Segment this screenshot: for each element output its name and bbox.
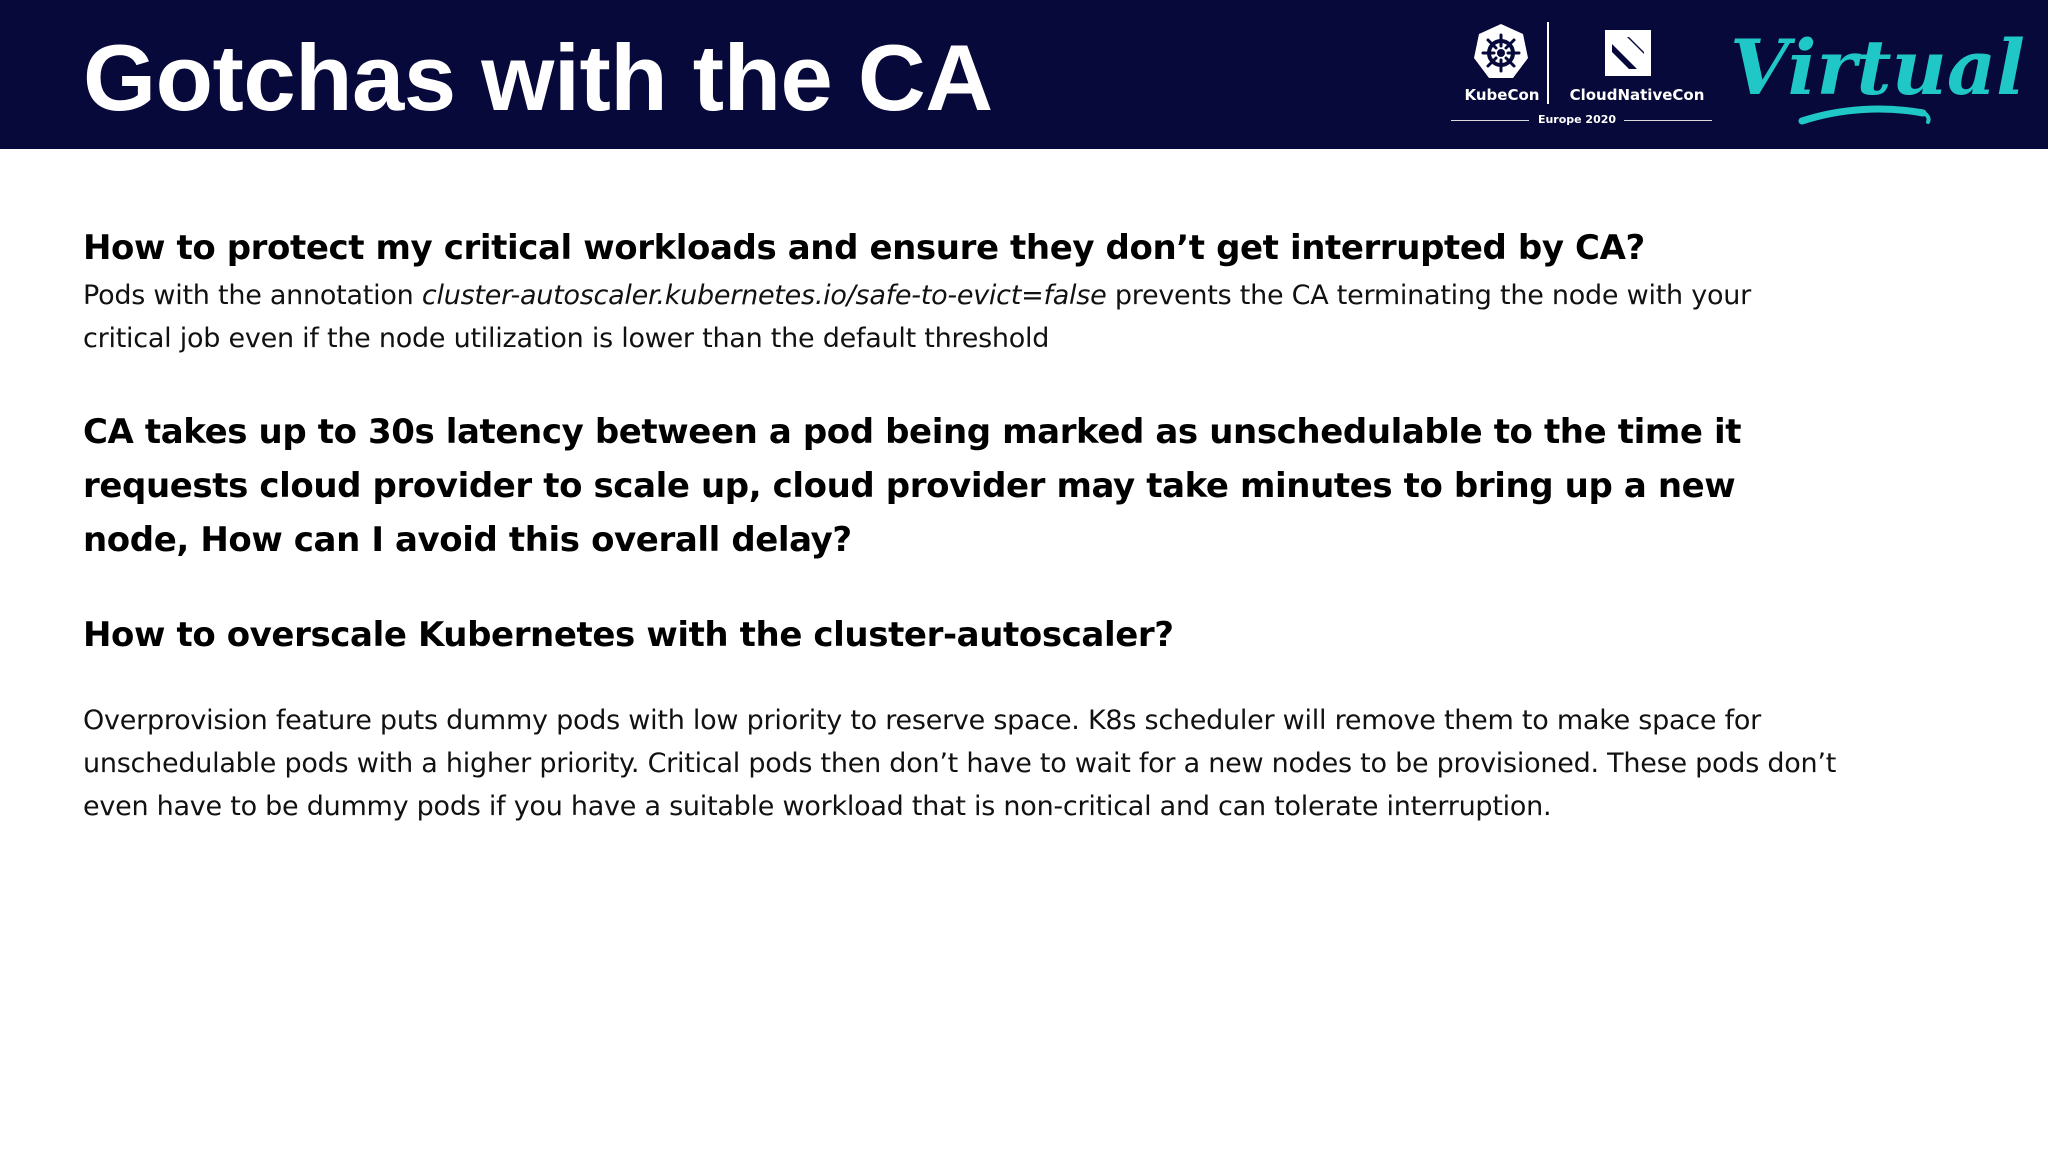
critical-workloads-section — [83, 222, 1943, 360]
annotation-explanation-text: prevents the CA terminating the node with your critical job even if the node utilization is lower than the default threshold — [83, 280, 1751, 354]
slide-title: Gotchas with the CA — [83, 25, 993, 130]
event-logo-group — [1448, 18, 2026, 136]
safe-to-evict-annotation: cluster-autoscaler.kubernetes.io/safe-to-evict=false — [421, 280, 1107, 311]
critical-workloads-question: How to protect my critical workloads and ensure they don’t get interrupted by CA? — [83, 228, 1645, 268]
kubecon-logo-text: KubeCon — [1464, 86, 1540, 104]
virtual-wordmark-logo — [1724, 23, 2026, 132]
critical-workloads-answer — [83, 274, 1843, 360]
overscale-question: How to overscale Kubernetes with the cluster-autoscaler? — [83, 615, 1174, 655]
annotation-intro-text: Pods with the annotation — [83, 280, 422, 311]
latency-section — [83, 405, 1943, 567]
slide-content — [83, 222, 1943, 828]
europe-rule-right — [1624, 120, 1712, 121]
cloudnativecon-logo-text: CloudNativeCon — [1569, 86, 1705, 104]
cncf-icon — [1603, 28, 1653, 78]
event-location-label: Europe 2020 — [1537, 113, 1617, 126]
overprovision-answer: Overprovision feature puts dummy pods with low priority to reserve space. K8s scheduler will remove them to make space for unschedulable pods with a higher priority. Critical pods then don’t have to wait for a new nodes to be provisioned. These pods don’t even have to be dummy pods if you have a suitable workload that is non-critical and can tolerate interruption. — [83, 705, 1837, 822]
kubernetes-wheel-icon — [1470, 22, 1532, 84]
virtual-wordmark-text: Virtual — [1730, 23, 2026, 112]
logo-divider — [1547, 22, 1549, 104]
europe-rule-left — [1451, 120, 1529, 121]
latency-question: CA takes up to 30s latency between a pod being marked as unschedulable to the time it requests cloud provider to scale up, cloud provider may take minutes to bring up a new node, How can I avoid this overall delay? — [83, 412, 1742, 560]
slide-header — [0, 0, 2048, 149]
overscale-section — [83, 609, 1943, 828]
